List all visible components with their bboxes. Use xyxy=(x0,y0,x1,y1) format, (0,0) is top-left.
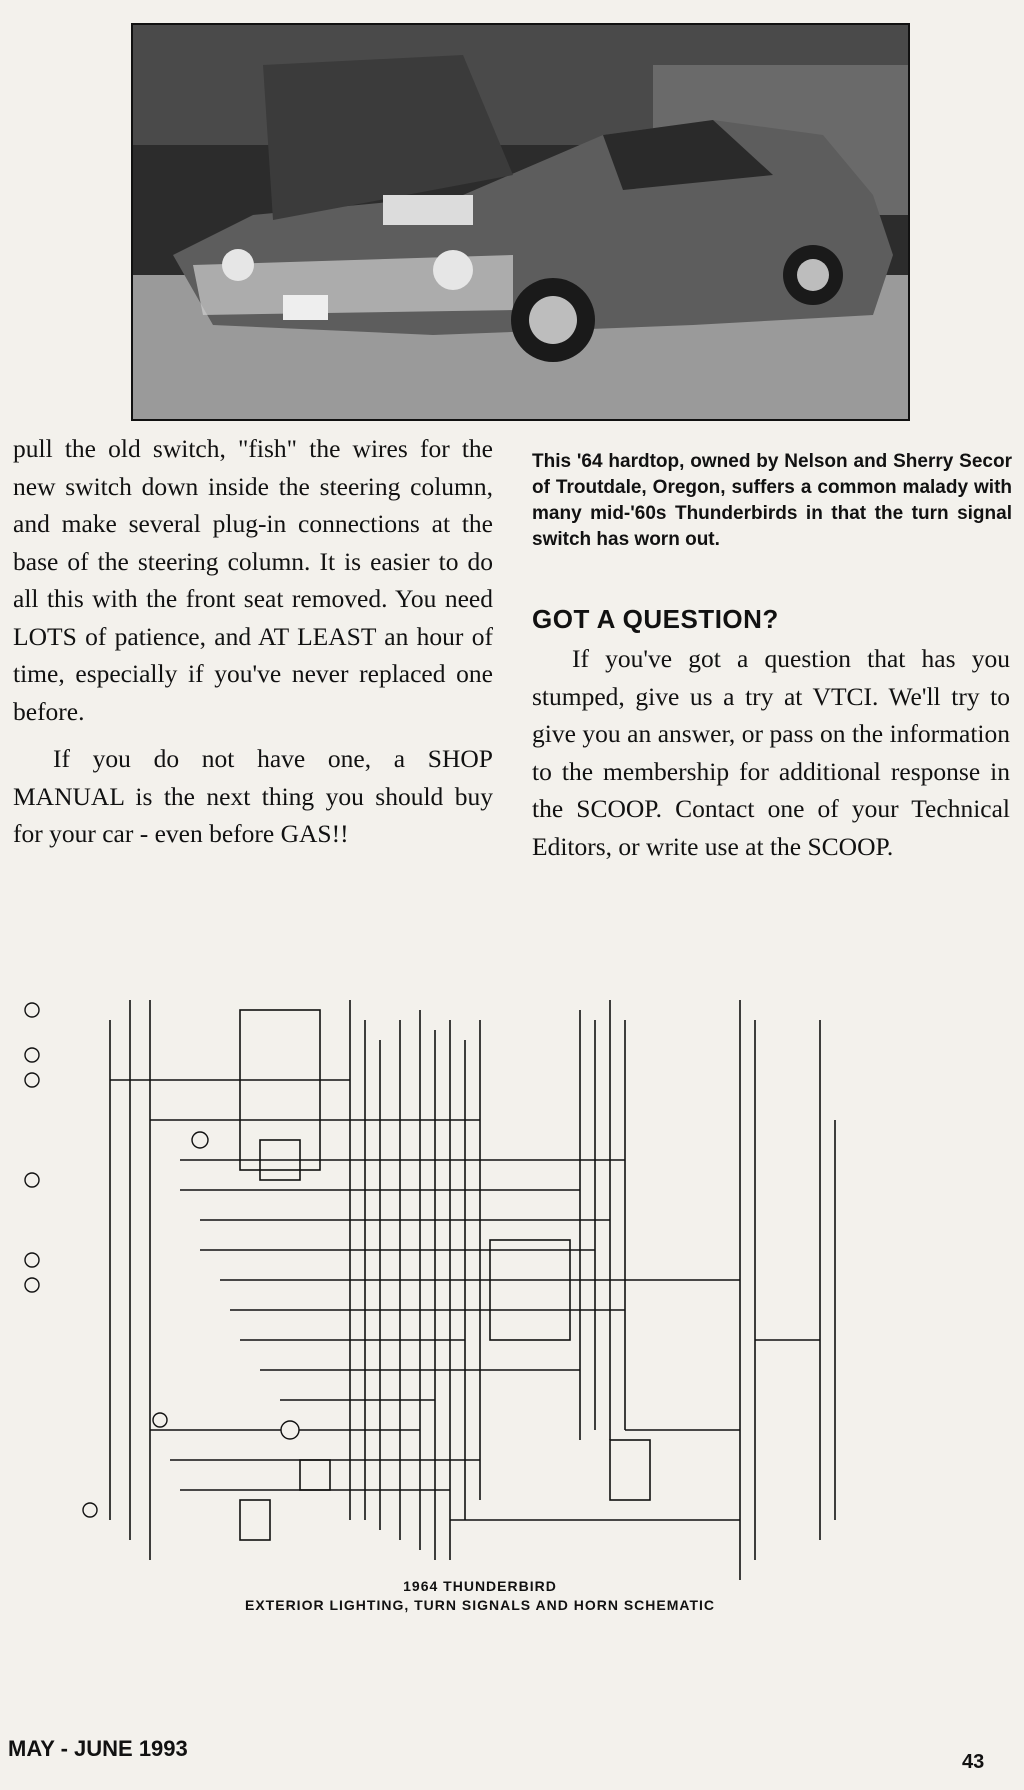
car-photo xyxy=(131,23,910,421)
wiring-schematic xyxy=(20,960,960,1580)
article-paragraph: pull the old switch, "fish" the wires for the new switch down inside the steering column, and make several plug-in connections at the base of the steering column. It is easier to do all this with the front seat removed. You need LOTS of patience, and AT LEAST an hour of time, especially if you've never replaced one before. xyxy=(13,434,493,726)
wiring-diagram-illustration xyxy=(20,960,960,1580)
article-left-column xyxy=(13,430,493,853)
schematic-subtitle: EXTERIOR LIGHTING, TURN SIGNALS AND HORN SCHEMATIC xyxy=(245,1597,715,1613)
thunderbird-photo-illustration xyxy=(133,25,908,419)
page-number: 43 xyxy=(962,1751,985,1773)
photo-caption: This '64 hardtop, owned by Nelson and Sherry Secor of Troutdale, Oregon, suffers a common malady with many mid-'60s Thunderbirds in that the turn signal switch has worn out. xyxy=(532,451,1012,550)
section-heading: GOT A QUESTION? xyxy=(532,604,779,634)
article-paragraph: If you do not have one, a SHOP MANUAL is the next thing you should buy for your car - even before GAS!! xyxy=(13,744,493,848)
article-paragraph: If you've got a question that has you stumped, give us a try at VTCI. We'll try to give you an answer, or pass on the information to the membership for additional response in the SCOOP. Contact one of your Technical Editors, or write use at the SCOOP. xyxy=(532,644,1010,861)
issue-date: MAY - JUNE 1993 xyxy=(8,1736,188,1761)
schematic-title: 1964 THUNDERBIRD xyxy=(403,1578,557,1594)
article-right-column xyxy=(532,640,1010,865)
